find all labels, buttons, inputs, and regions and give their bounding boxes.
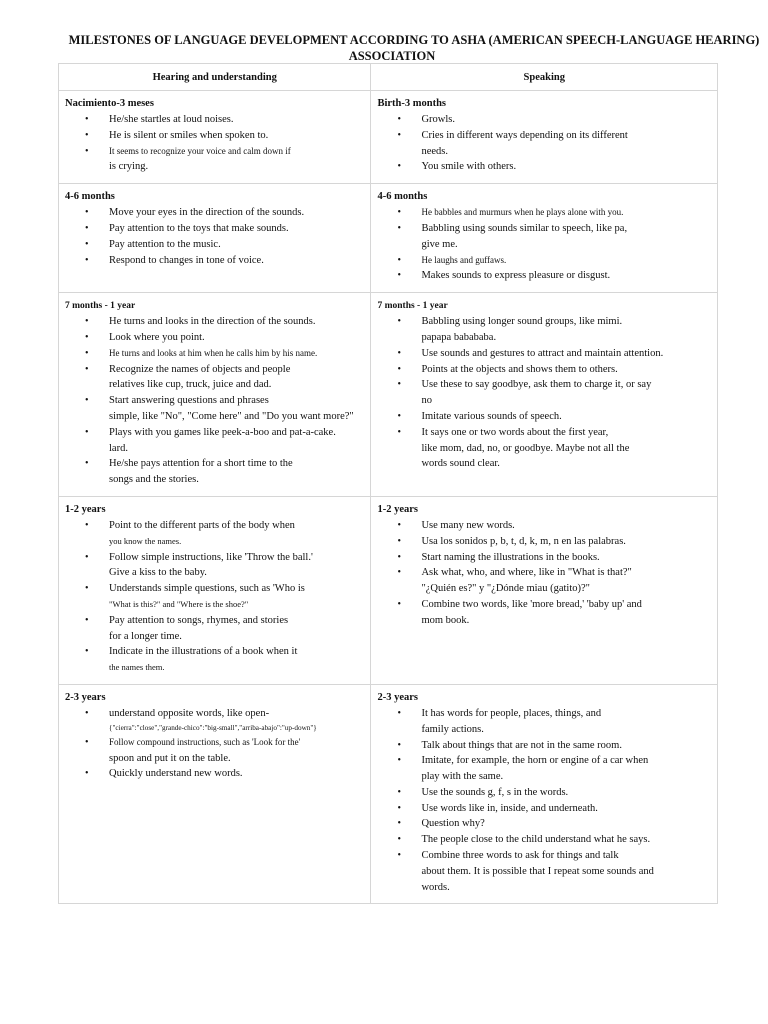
milestone-text: • Combine three words to ask for things and talk [421, 850, 619, 862]
list-item [65, 550, 364, 582]
list-item [377, 409, 711, 425]
speaking-cell [371, 293, 718, 497]
milestone-list [65, 314, 364, 488]
milestone-text: • Start naming the illustrations in the books. [421, 551, 600, 563]
list-item [377, 550, 711, 566]
milestone-text-continued: simple, like "No", "Come here" and "Do you want more?" [109, 410, 354, 422]
list-item [377, 159, 711, 175]
milestone-text: • Recognize the names of objects and people [109, 363, 291, 375]
milestone-list [377, 518, 711, 629]
milestone-text-continued: no [421, 395, 432, 407]
milestone-text: • Move your eyes in the direction of the sounds. [109, 207, 305, 219]
milestone-text: • Ask what, who, and where, like in "What is that?" [421, 567, 632, 579]
title-line-1: MILESTONES OF LANGUAGE DEVELOPMENT ACCORDING TO ASHA (AMERICAN SPEECH-LANGUAGE HEARING) [68, 33, 760, 47]
age-range-heading: 4-6 months [65, 191, 115, 203]
list-item [65, 425, 364, 457]
list-item [65, 644, 364, 676]
milestone-text: • understand opposite words, like open- [109, 707, 270, 719]
age-range-heading: 4-6 months [377, 191, 428, 203]
milestone-list [377, 112, 711, 175]
age-range-heading: 7 months - 1 year [65, 301, 136, 312]
milestone-text: • Use many new words. [421, 519, 515, 531]
list-item [65, 346, 364, 362]
list-item [377, 268, 711, 284]
milestone-text-continued: play with the same. [421, 771, 504, 783]
list-item [377, 205, 711, 221]
document-title [60, 32, 768, 64]
list-item [377, 253, 711, 269]
list-item [65, 706, 364, 735]
speaking-cell [371, 496, 718, 684]
list-item [377, 221, 711, 253]
milestone-text: • Quickly understand new words. [109, 768, 243, 780]
milestone-list [377, 314, 711, 472]
list-item [377, 753, 711, 785]
table-row [59, 293, 718, 497]
milestones-table [58, 63, 718, 904]
list-item [65, 144, 364, 176]
milestone-text-continued: the names them. [109, 662, 165, 673]
table-row [59, 684, 718, 904]
list-item [377, 346, 711, 362]
milestone-text: • Combine two words, like 'more bread,' 'baby up' and [421, 598, 642, 610]
milestone-text: • Makes sounds to express pleasure or disgust. [421, 270, 611, 282]
list-item [377, 785, 711, 801]
speaking-cell [371, 184, 718, 293]
hearing-cell [59, 91, 371, 184]
milestone-text: • Pay attention to the music. [109, 238, 221, 250]
list-item [377, 362, 711, 378]
list-item [65, 735, 364, 767]
list-item [377, 801, 711, 817]
milestone-text-continued: about them. It is possible that I repeat some sounds and [421, 865, 654, 877]
milestone-text-continued: "What is this?" and "Where is the shoe?" [109, 598, 249, 609]
milestone-text: • Use words like in, inside, and underneath. [421, 802, 598, 814]
milestone-text: • He turns and looks at him when he calls him by his name. [109, 347, 318, 358]
milestone-text: • He laughs and guffaws. [421, 254, 507, 265]
list-item [377, 112, 711, 128]
list-item [377, 597, 711, 629]
milestone-text-continued: {"cierra":"close","grande-chico":"big-small","arriba-abajo":"up-down"} [109, 723, 317, 732]
milestone-text: • Growls. [421, 114, 456, 125]
age-range-heading: 2-3 years [377, 691, 418, 703]
milestone-text: • Babbling using longer sound groups, like mimi. [421, 316, 623, 328]
milestone-text-continued: relatives like cup, truck, juice and dad. [109, 379, 272, 391]
list-item [377, 128, 711, 160]
milestone-text: • Talk about things that are not in the same room. [421, 739, 622, 751]
list-item [65, 112, 364, 128]
milestone-text: • He turns and looks in the direction of the sounds. [109, 316, 316, 328]
milestone-text: • Use these to say goodbye, ask them to charge it, or say [421, 379, 652, 391]
title-line-2: ASSOCIATION [348, 49, 436, 63]
milestone-text: • Pay attention to the toys that make sounds. [109, 222, 289, 234]
milestone-text-continued: words sound clear. [421, 458, 500, 470]
hearing-cell [59, 496, 371, 684]
list-item [377, 738, 711, 754]
age-range-heading: 2-3 years [65, 691, 106, 703]
header-hearing: Hearing and understanding [59, 64, 371, 91]
milestone-text-continued: is crying. [109, 161, 149, 173]
milestone-text: • Indicate in the illustrations of a book when it [109, 646, 298, 658]
list-item [65, 393, 364, 425]
list-item [377, 848, 711, 895]
milestone-text: • He is silent or smiles when spoken to. [109, 129, 269, 141]
list-item [377, 832, 711, 848]
milestone-text: • The people close to the child understand what he says. [421, 834, 651, 846]
milestone-text-continued: give me. [421, 238, 458, 250]
list-item [65, 205, 364, 221]
milestone-text-continued: mom book. [421, 614, 470, 626]
list-item [377, 518, 711, 534]
milestone-text: • Start answering questions and phrases [109, 395, 269, 407]
milestone-text: • Usa los sonidos p, b, t, d, k, m, n en las palabras. [421, 535, 626, 547]
milestone-list [377, 706, 711, 896]
milestone-text: • He/she pays attention for a short time to the [109, 458, 293, 470]
list-item [377, 425, 711, 472]
list-item [377, 706, 711, 738]
age-range-heading: Nacimiento-3 meses [65, 98, 154, 109]
speaking-cell [371, 91, 718, 184]
milestone-list [377, 205, 711, 284]
milestone-text: • Pay attention to songs, rhymes, and stories [109, 614, 289, 626]
hearing-cell [59, 293, 371, 497]
milestone-text-continued: for a longer time. [109, 630, 182, 642]
list-item [377, 534, 711, 550]
table-body [59, 91, 718, 904]
milestone-text: • It seems to recognize your voice and calm down if [109, 145, 291, 156]
table-row [59, 496, 718, 684]
milestone-text: • Cries in different ways depending on its different [421, 129, 628, 141]
speaking-cell [371, 684, 718, 904]
milestone-text: • Follow simple instructions, like 'Throw the ball.' [109, 551, 313, 563]
milestone-text: • Understands simple questions, such as 'Who is [109, 583, 305, 595]
milestone-list [65, 205, 364, 268]
milestone-list [65, 112, 364, 175]
list-item [65, 518, 364, 550]
milestone-text: • Imitate various sounds of speech. [421, 410, 562, 422]
milestone-text: • Use the sounds g, f, s in the words. [421, 786, 569, 798]
milestone-text-continued: spoon and put it on the table. [109, 752, 231, 764]
milestone-text: • Imitate, for example, the horn or engine of a car when [421, 755, 649, 767]
milestone-text: • Plays with you games like peek-a-boo and pat-a-cake. [109, 426, 336, 438]
list-item [377, 377, 711, 409]
age-range-heading: 1-2 years [65, 503, 106, 515]
milestone-text-continued: lard. [109, 442, 128, 454]
table-header-row [59, 64, 718, 91]
hearing-cell [59, 684, 371, 904]
list-item [65, 253, 364, 269]
milestone-text: • Use sounds and gestures to attract and maintain attention. [421, 347, 664, 359]
milestone-text-continued: songs and the stories. [109, 474, 199, 486]
milestone-text: • It has words for people, places, things, and [421, 707, 602, 719]
milestone-text: • He/she startles at loud noises. [109, 114, 234, 125]
milestone-text: • It says one or two words about the first year, [421, 426, 609, 438]
milestone-text: • You smile with others. [421, 161, 517, 173]
list-item [65, 613, 364, 645]
list-item [65, 330, 364, 346]
milestone-text: • Points at the objects and shows them to others. [421, 363, 618, 375]
list-item [65, 128, 364, 144]
list-item [377, 816, 711, 832]
milestone-text-continued: Give a kiss to the baby. [109, 567, 207, 579]
milestone-text-continued: "¿Quién es?" y "¿Dónde miau (gatito)?" [421, 583, 590, 595]
milestone-text: • Look where you point. [109, 331, 205, 343]
milestone-text-continued: you know the names. [109, 535, 182, 546]
milestone-text: • Respond to changes in tone of voice. [109, 254, 264, 266]
milestone-text: • Follow compound instructions, such as 'Look for the' [109, 736, 301, 747]
milestone-text: • He babbles and murmurs when he plays alone with you. [421, 207, 624, 218]
milestone-text-continued: papapa babababa. [421, 331, 497, 343]
milestone-text-continued: words. [421, 881, 450, 893]
table-row [59, 91, 718, 184]
milestone-text: • Question why? [421, 818, 485, 830]
age-range-heading: 7 months - 1 year [377, 301, 448, 312]
hearing-cell [59, 184, 371, 293]
table-row [59, 184, 718, 293]
list-item [65, 314, 364, 330]
milestone-text-continued: needs. [421, 145, 449, 157]
list-item [377, 565, 711, 597]
age-range-heading: Birth-3 months [377, 98, 447, 109]
milestone-text: • Babbling using sounds similar to speech, like pa, [421, 222, 628, 234]
list-item [377, 314, 711, 346]
milestone-text-continued: family actions. [421, 723, 484, 735]
header-speaking: Speaking [371, 64, 718, 91]
list-item [65, 221, 364, 237]
list-item [65, 581, 364, 613]
age-range-heading: 1-2 years [377, 503, 418, 515]
milestone-text: • Point to the different parts of the body when [109, 519, 295, 531]
milestone-text-continued: like mom, dad, no, or goodbye. Maybe not all the [421, 442, 630, 454]
milestone-list [65, 518, 364, 676]
milestone-list [65, 706, 364, 782]
list-item [65, 766, 364, 782]
list-item [65, 237, 364, 253]
list-item [65, 456, 364, 488]
list-item [65, 362, 364, 394]
